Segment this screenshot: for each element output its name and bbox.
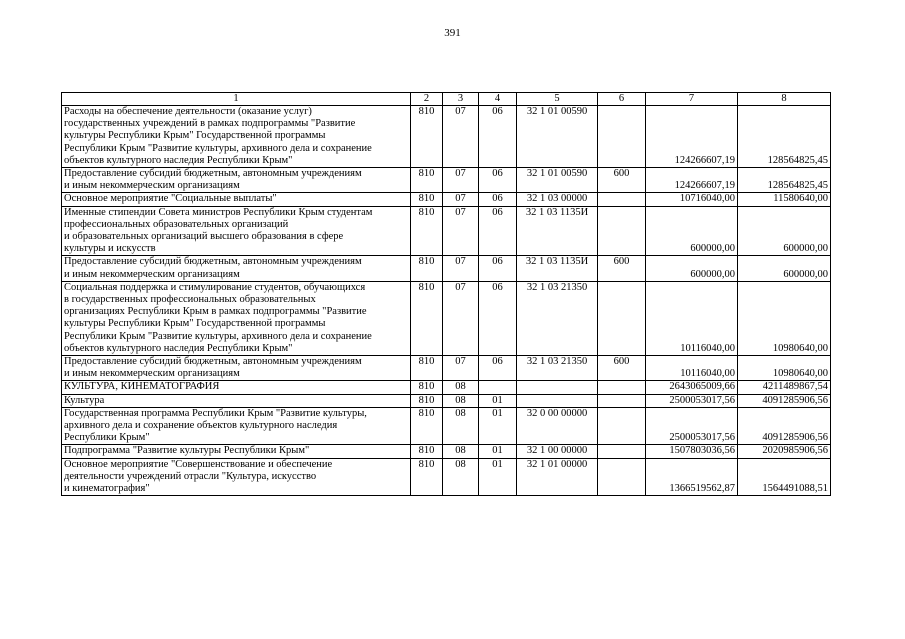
row-code-cell-2: 810	[411, 106, 443, 168]
row-code-cell-4: 06	[479, 206, 517, 256]
row-code-cell-6: 600	[598, 356, 646, 381]
row-code-cell-5: 32 1 03 21350	[517, 356, 598, 381]
row-amount-cell-8: 4091285906,56	[738, 407, 831, 445]
row-code-cell-3: 07	[443, 206, 479, 256]
row-code-cell-4: 01	[479, 407, 517, 445]
row-code-cell-2: 810	[411, 381, 443, 394]
row-code-cell-6	[598, 106, 646, 168]
header-cell-3: 3	[443, 93, 479, 106]
row-code-cell-4: 06	[479, 168, 517, 193]
row-code-cell-6	[598, 381, 646, 394]
row-amount-cell-7: 2643065009,66	[646, 381, 738, 394]
table-row	[62, 458, 831, 496]
row-amount-cell-7: 1366519562,87	[646, 458, 738, 496]
row-code-cell-5: 32 1 03 00000	[517, 193, 598, 206]
row-code-cell-4: 01	[479, 394, 517, 407]
row-name-cell: Культура	[62, 394, 411, 407]
table-row	[62, 256, 831, 281]
row-code-cell-6	[598, 458, 646, 496]
header-cell-6: 6	[598, 93, 646, 106]
row-name-cell: Предоставление субсидий бюджетным, автономным учреждениям и иным некоммерческим организациям	[62, 168, 411, 193]
row-code-cell-4: 06	[479, 281, 517, 355]
row-code-cell-4: 01	[479, 445, 517, 458]
row-amount-cell-8: 1564491088,51	[738, 458, 831, 496]
table-header-row	[62, 93, 831, 106]
row-amount-cell-8: 10980640,00	[738, 281, 831, 355]
row-code-cell-6: 600	[598, 256, 646, 281]
row-code-cell-5: 32 1 03 1135И	[517, 206, 598, 256]
row-name-cell: Государственная программа Республики Крым "Развитие культуры, архивного дела и сохранение объектов культурного наследия Республики Крым"	[62, 407, 411, 445]
row-amount-cell-7: 1507803036,56	[646, 445, 738, 458]
header-cell-8: 8	[738, 93, 831, 106]
row-code-cell-5: 32 1 03 21350	[517, 281, 598, 355]
row-code-cell-5	[517, 394, 598, 407]
page-number: 391	[444, 27, 461, 39]
row-code-cell-2: 810	[411, 458, 443, 496]
row-name-cell: Предоставление субсидий бюджетным, автономным учреждениям и иным некоммерческим организациям	[62, 256, 411, 281]
row-code-cell-3: 08	[443, 407, 479, 445]
row-code-cell-2: 810	[411, 394, 443, 407]
row-amount-cell-8: 600000,00	[738, 256, 831, 281]
row-name-cell: Подпрограмма "Развитие культуры Республики Крым"	[62, 445, 411, 458]
row-code-cell-5: 32 1 01 00590	[517, 168, 598, 193]
row-code-cell-3: 07	[443, 256, 479, 281]
row-code-cell-2: 810	[411, 356, 443, 381]
row-code-cell-3: 08	[443, 394, 479, 407]
row-code-cell-6	[598, 394, 646, 407]
row-amount-cell-7: 10116040,00	[646, 356, 738, 381]
row-amount-cell-7: 10716040,00	[646, 193, 738, 206]
row-name-cell: Расходы на обеспечение деятельности (оказание услуг) государственных учреждений в рамках подпрограммы "Развитие культуры Республики Крым" Государственной программы Республики Крым "Развитие культуры, архивного дела и сохранение объектов культурного наследия Республики Крым"	[62, 106, 411, 168]
row-code-cell-3: 08	[443, 458, 479, 496]
row-amount-cell-8: 11580640,00	[738, 193, 831, 206]
row-name-cell: Основное мероприятие "Социальные выплаты"	[62, 193, 411, 206]
row-amount-cell-8: 600000,00	[738, 206, 831, 256]
row-amount-cell-8: 4091285906,56	[738, 394, 831, 407]
header-cell-5: 5	[517, 93, 598, 106]
row-code-cell-2: 810	[411, 445, 443, 458]
row-code-cell-6	[598, 407, 646, 445]
row-amount-cell-7: 124266607,19	[646, 106, 738, 168]
row-code-cell-3: 08	[443, 381, 479, 394]
header-cell-1: 1	[62, 93, 411, 106]
row-amount-cell-7: 600000,00	[646, 206, 738, 256]
row-amount-cell-7: 2500053017,56	[646, 394, 738, 407]
row-code-cell-3: 07	[443, 168, 479, 193]
row-amount-cell-8: 2020985906,56	[738, 445, 831, 458]
row-code-cell-3: 08	[443, 445, 479, 458]
row-code-cell-4: 06	[479, 356, 517, 381]
row-code-cell-2: 810	[411, 256, 443, 281]
table-row	[62, 445, 831, 458]
row-code-cell-5: 32 1 03 1135И	[517, 256, 598, 281]
row-code-cell-2: 810	[411, 281, 443, 355]
row-name-cell: Предоставление субсидий бюджетным, автономным учреждениям и иным некоммерческим организациям	[62, 356, 411, 381]
row-code-cell-2: 810	[411, 168, 443, 193]
row-amount-cell-8: 10980640,00	[738, 356, 831, 381]
table-row	[62, 106, 831, 168]
row-code-cell-2: 810	[411, 206, 443, 256]
row-code-cell-6	[598, 206, 646, 256]
row-code-cell-5: 32 1 00 00000	[517, 445, 598, 458]
row-code-cell-2: 810	[411, 193, 443, 206]
row-code-cell-3: 07	[443, 356, 479, 381]
row-code-cell-5: 32 0 00 00000	[517, 407, 598, 445]
row-name-cell: Социальная поддержка и стимулирование студентов, обучающихся в государственных профессиональных образовательных организациях Республики Крым в рамках подпрограммы "Развитие культуры Республики Крым" Государственной программы Республики Крым "Развитие культуры, архивного дела и сохранение объектов культурного наследия Республики Крым"	[62, 281, 411, 355]
row-code-cell-5: 32 1 01 00590	[517, 106, 598, 168]
table-row	[62, 356, 831, 381]
row-code-cell-4: 01	[479, 458, 517, 496]
header-cell-2: 2	[411, 93, 443, 106]
row-code-cell-4: 06	[479, 193, 517, 206]
row-code-cell-5	[517, 381, 598, 394]
table-row	[62, 206, 831, 256]
table-row	[62, 281, 831, 355]
row-code-cell-4: 06	[479, 106, 517, 168]
row-amount-cell-7: 2500053017,56	[646, 407, 738, 445]
table-row	[62, 168, 831, 193]
row-name-cell: Основное мероприятие "Совершенствование и обеспечение деятельности учреждений отрасли "Культура, искусство и кинематография"	[62, 458, 411, 496]
row-amount-cell-8: 128564825,45	[738, 168, 831, 193]
row-code-cell-3: 07	[443, 106, 479, 168]
table-row	[62, 381, 831, 394]
row-code-cell-4: 06	[479, 256, 517, 281]
table-row	[62, 193, 831, 206]
row-code-cell-6	[598, 445, 646, 458]
row-amount-cell-7: 600000,00	[646, 256, 738, 281]
row-name-cell: Именные стипендии Совета министров Республики Крым студентам профессиональных образовательных организаций и образовательных организаций высшего образования в сфере культуры и искусств	[62, 206, 411, 256]
row-code-cell-2: 810	[411, 407, 443, 445]
row-amount-cell-7: 10116040,00	[646, 281, 738, 355]
row-code-cell-6	[598, 193, 646, 206]
row-name-cell: КУЛЬТУРА, КИНЕМАТОГРАФИЯ	[62, 381, 411, 394]
row-code-cell-3: 07	[443, 193, 479, 206]
row-amount-cell-8: 4211489867,54	[738, 381, 831, 394]
row-code-cell-3: 07	[443, 281, 479, 355]
row-code-cell-6: 600	[598, 168, 646, 193]
row-amount-cell-7: 124266607,19	[646, 168, 738, 193]
header-cell-4: 4	[479, 93, 517, 106]
row-code-cell-5: 32 1 01 00000	[517, 458, 598, 496]
header-cell-7: 7	[646, 93, 738, 106]
row-amount-cell-8: 128564825,45	[738, 106, 831, 168]
table-row	[62, 394, 831, 407]
row-code-cell-4	[479, 381, 517, 394]
row-code-cell-6	[598, 281, 646, 355]
budget-table	[61, 92, 831, 496]
table-row	[62, 407, 831, 445]
